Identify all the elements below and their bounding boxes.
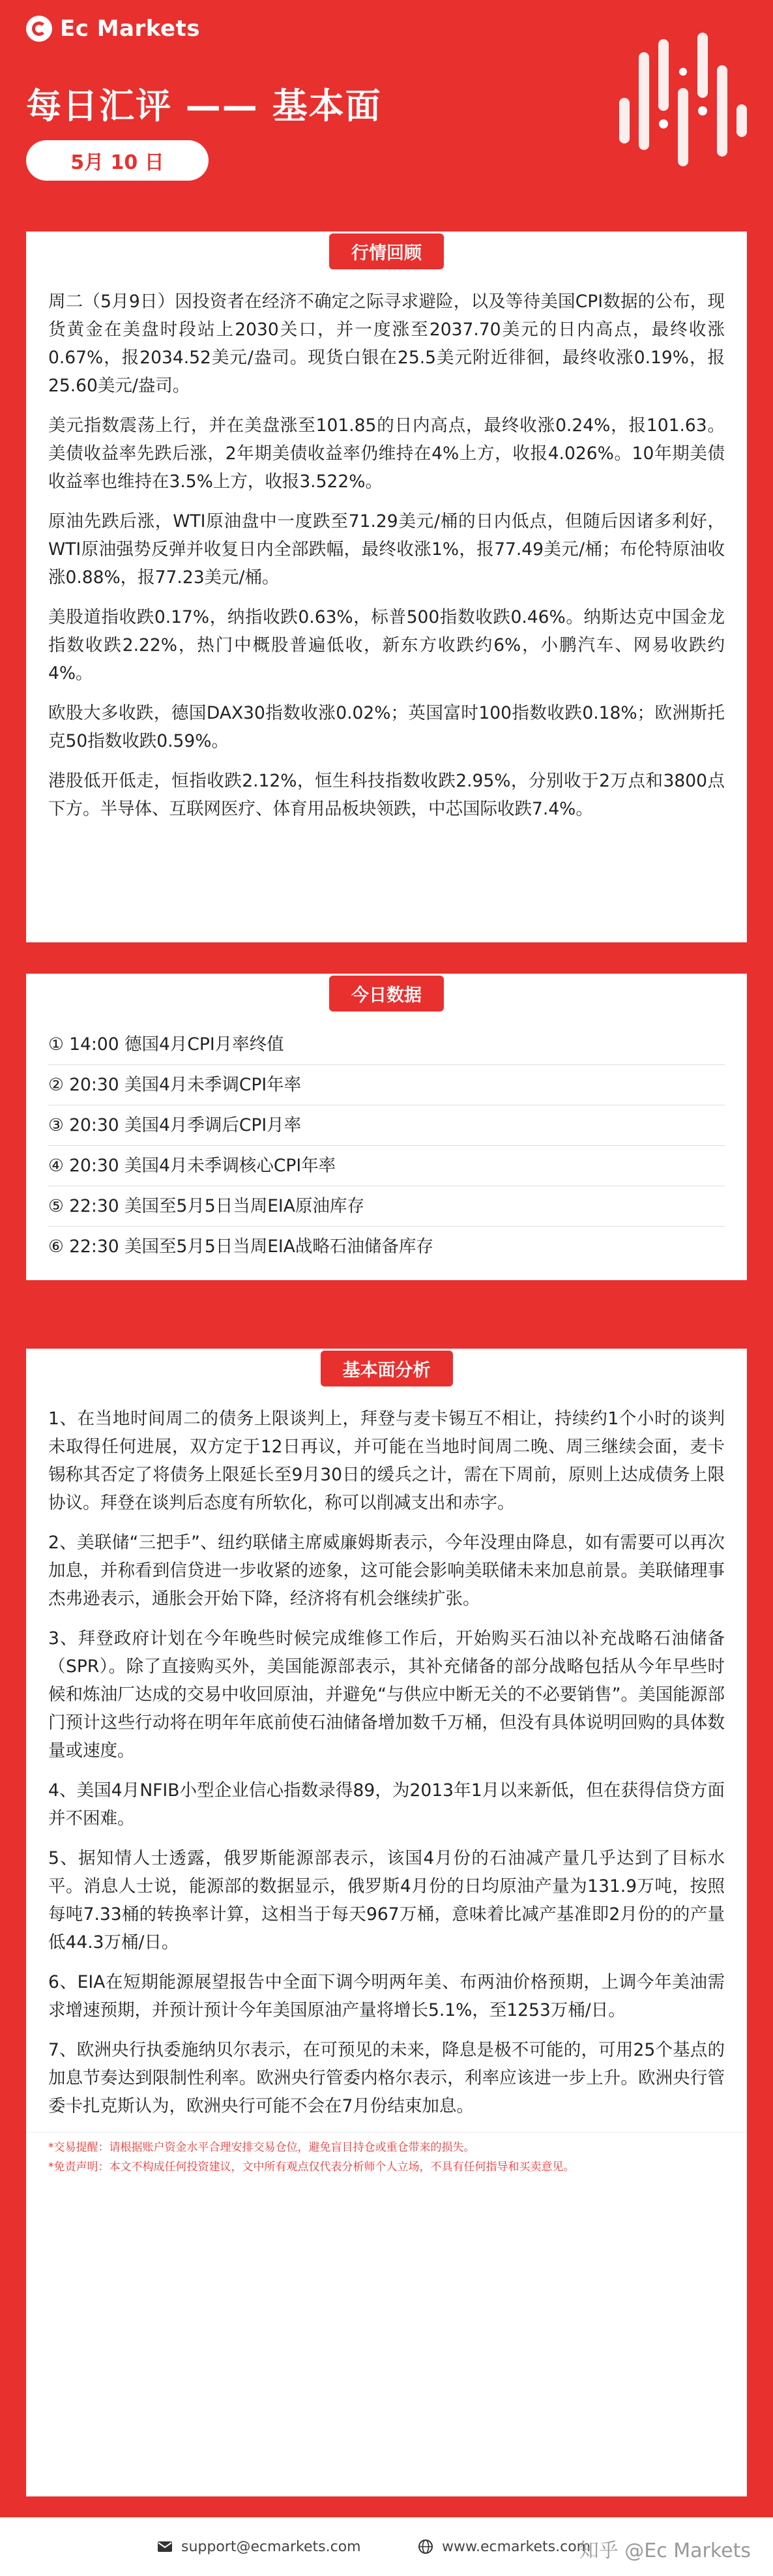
- trade-reminder: *交易提醒：请根据账户资金水平合理安排交易仓位，避免盲目持仓或重仓带来的损失。: [48, 2141, 475, 2154]
- logo-icon: [26, 16, 52, 42]
- market-review-paragraph: 港股低开低走，恒指收跌2.12%，恒生科技指数收跌2.95%，分别收于2万点和3800点下方。半导体、互联网医疗、体育用品板块领跌，中芯国际收跌7.4%。: [48, 771, 725, 819]
- email-icon: [156, 2538, 173, 2555]
- bars-decoration-icon: [613, 26, 750, 176]
- date-badge: 5月 10 日: [26, 140, 209, 181]
- disclaimer: [26, 2132, 747, 2190]
- analysis-paragraph: 3、拜登政府计划在今年晚些时候完成维修工作后，开始购买石油以补充战略石油储备（SPR）。除了直接购买外，美国能源部表示，其补充储备的部分战略包括从今年早些时候和炼油厂达成的交易中收回原油，并避免“与供应中断无关的不必要销售”。美国能源部门预计这些行动将在明年年底前使石油储备增加数千万桶，但没有具体说明回购的具体数量或速度。: [48, 1628, 725, 1761]
- watermark: 知乎 @Ec Markets: [579, 2539, 751, 2562]
- fundamental-card: [26, 1349, 747, 2496]
- footer: [0, 2517, 773, 2576]
- footer-email[interactable]: [156, 2538, 361, 2555]
- data-list-item: ⑥ 22:30 美国至5月5日当周EIA战略石油储备库存: [48, 1236, 433, 1257]
- fundamental-heading: 基本面分析: [321, 1351, 453, 1386]
- today-data-card: [26, 974, 747, 1280]
- market-review-paragraph: 周二（5月9日）因投资者在经济不确定之际寻求避险，以及等待美国CPI数据的公布，现货黄金在美盘时段站上2030关口，并一度涨至2037.70美元的日内高点，最终收涨0.67%，报2034.52美元/盎司。现货白银在25.5美元附近徘徊，最终收涨0.19%，报25.60美元/盎司。: [48, 292, 725, 396]
- logo-text: Ec Markets: [60, 16, 201, 42]
- analysis-paragraph: 2、美联储“三把手”、纽约联储主席威廉姆斯表示，今年没理由降息，如有需要可以再次加息，并称看到信贷进一步收紧的迹象，这可能会影响美联储未来加息前景。美联储理事杰弗逊表示，通胀会开始下降，经济将有机会继续扩张。: [48, 1533, 725, 1609]
- market-review-card: [26, 232, 747, 942]
- email-text: support@ecmarkets.com: [181, 2538, 361, 2555]
- market-review-paragraph: 原油先跌后涨，WTI原油盘中一度跌至71.29美元/桶的日内低点，但随后因诸多利好，WTI原油强势反弹并收复日内全部跌幅，最终收涨1%，报77.49美元/桶；布伦特原油收涨0.88%，报77.23美元/桶。: [48, 511, 725, 588]
- data-list-item: ① 14:00 德国4月CPI月率终值: [48, 1025, 725, 1065]
- market-review-paragraph: 美元指数震荡上行，并在美盘涨至101.85的日内高点，最终收涨0.24%，报101.63。美债收益率先跌后涨，2年期美债收益率仍维持在4%上方，收报4.026%。10年期美债收益率也维持在3.5%上方，收报3.522%。: [48, 415, 725, 492]
- data-list-item: ③ 20:30 美国4月季调后CPI月率: [48, 1105, 725, 1146]
- globe-icon: [417, 2538, 434, 2555]
- analysis-paragraph: 7、欧洲央行执委施纳贝尔表示，在可预见的未来，降息是极不可能的，可用25个基点的加息节奏达到限制性利率。欧洲央行管委内格尔表示，利率应该进一步上升。欧洲央行管委卡扎克斯认为，欧洲央行可能不会在7月份结束加息。: [48, 2040, 725, 2116]
- disclaimer-text: *免责声明：本文不构成任何投资建议，文中所有观点仅代表分析师个人立场，不具有任何指导和买卖意见。: [48, 2161, 575, 2174]
- header: [0, 0, 773, 215]
- brand-logo: [26, 16, 200, 42]
- analysis-paragraph: 5、据知情人士透露，俄罗斯能源部表示，该国4月份的石油减产量几乎达到了目标水平。消息人士说，能源部的数据显示，俄罗斯4月份的日均原油产量为131.9万吨，按照每吨7.33桶的转换率计算，这相当于每天967万桶，意味着比减产基准即2月份的的产量低44.3万桶/日。: [48, 1848, 725, 1953]
- footer-website[interactable]: [417, 2538, 591, 2555]
- analysis-paragraph: 1、在当地时间周二的债务上限谈判上，拜登与麦卡锡互不相让，持续约1个小时的谈判未取得任何进展，双方定于12日再议，并可能在当地时间周二晚、周三继续会面，麦卡锡称其否定了将债务上限延长至9月30日的缓兵之计，需在下周前，原则上达成债务上限协议。拜登在谈判后态度有所软化，称可以削减支出和赤字。: [48, 1409, 725, 1513]
- data-list-item: ⑤ 22:30 美国至5月5日当周EIA原油库存: [48, 1186, 725, 1227]
- today-data-heading: 今日数据: [329, 976, 444, 1011]
- market-review-paragraph: 欧股大多收跌，德国DAX30指数收涨0.02%；英国富时100指数收跌0.18%；欧洲斯托克50指数收跌0.59%。: [48, 703, 725, 751]
- analysis-paragraph: 6、EIA在短期能源展望报告中全面下调今明两年美、布两油价格预期，上调今年美油需求增速预期，并预计预计今年美国原油产量将增长5.1%，至1253万桶/日。: [48, 1972, 725, 2020]
- data-list-item: ④ 20:30 美国4月未季调核心CPI年率: [48, 1146, 725, 1186]
- market-review-heading: 行情回顾: [329, 233, 444, 269]
- analysis-paragraph: 4、美国4月NFIB小型企业信心指数录得89，为2013年1月以来新低，但在获得信贷方面并不困难。: [48, 1780, 725, 1829]
- data-list-item: ② 20:30 美国4月未季调CPI年率: [48, 1065, 725, 1105]
- market-review-paragraph: 美股道指收跌0.17%，纳指收跌0.63%，标普500指数收跌0.46%。纳斯达克中国金龙指数收跌2.22%，热门中概股普遍低收，新东方收跌约6%，小鹏汽车、网易收跌约4%。: [48, 607, 725, 683]
- page-title: 每日汇评 —— 基本面: [26, 85, 382, 127]
- website-text: www.ecmarkets.com: [442, 2538, 591, 2555]
